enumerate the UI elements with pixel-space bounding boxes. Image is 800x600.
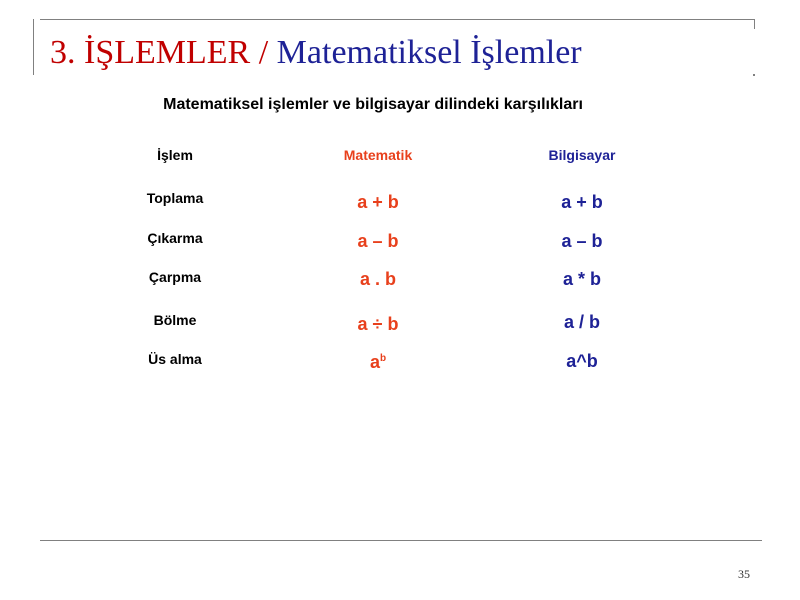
row-label-addition: Toplama <box>146 190 204 206</box>
top-border-line <box>40 19 755 20</box>
row-label-subtraction: Çıkarma <box>147 230 203 246</box>
computer-subtraction: a – b <box>561 231 603 251</box>
header-computer: Bilgisayar <box>548 147 616 163</box>
title-topic: Matematiksel İşlemler <box>276 34 582 71</box>
table-caption: Matematiksel işlemler ve bilgisayar dilindeki karşılıkları <box>163 96 583 113</box>
header-operation: İşlem <box>157 147 193 163</box>
computer-multiplication: a * b <box>562 269 601 289</box>
page-number: 35 <box>738 567 750 581</box>
row-label-exponent: Üs alma <box>148 351 202 367</box>
math-exponent-power: b <box>379 353 387 364</box>
computer-division: a / b <box>563 312 600 332</box>
row-label-multiplication: Çarpma <box>148 269 202 285</box>
computer-addition: a + b <box>561 192 603 212</box>
computer-exponent: a^b <box>566 351 598 371</box>
title-section-number: 3. İŞLEMLER <box>50 34 251 71</box>
math-exponent <box>278 352 478 373</box>
math-addition: a + b <box>357 192 399 212</box>
math-exponent-base: a <box>369 352 380 372</box>
bottom-border-line <box>40 540 762 541</box>
math-multiplication: a . b <box>359 269 396 289</box>
math-subtraction: a – b <box>357 231 399 251</box>
row-label-division: Bölme <box>153 312 197 328</box>
math-division: a ÷ b <box>357 314 399 334</box>
title-separator: / <box>250 34 277 71</box>
left-border-line <box>33 19 34 75</box>
header-math: Matematik <box>343 147 413 163</box>
slide-title <box>50 31 582 75</box>
right-border-tick <box>754 19 755 29</box>
corner-dot <box>753 74 755 76</box>
